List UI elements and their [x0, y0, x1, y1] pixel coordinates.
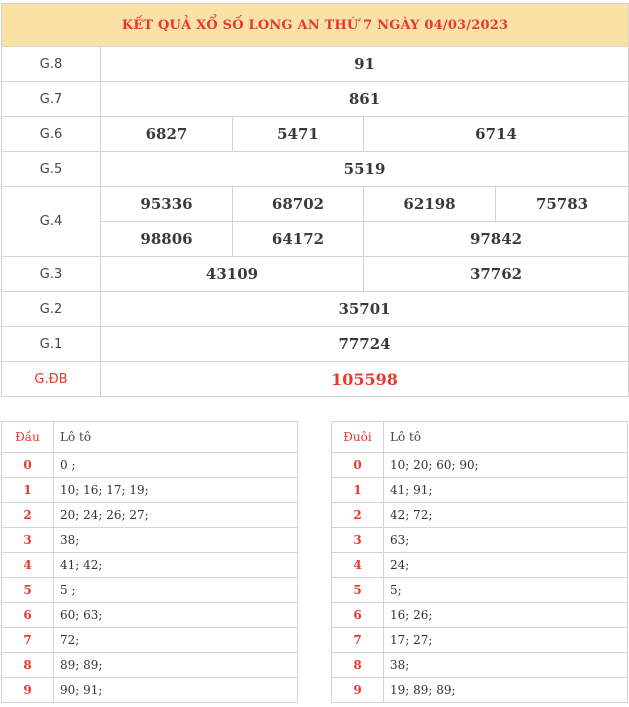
loto-numbers: 20; 24; 26; 27;	[54, 503, 298, 528]
loto-digit: 6	[332, 603, 384, 628]
prize-label: G.7	[2, 82, 101, 117]
loto-header-key: Đầu	[2, 422, 54, 453]
loto-row	[332, 553, 628, 578]
loto-digit: 1	[332, 478, 384, 503]
prize-number: 98806	[101, 222, 233, 257]
loto-row	[2, 678, 298, 703]
loto-numbers: 72;	[54, 628, 298, 653]
loto-header-value: Lô tô	[384, 422, 628, 453]
loto-row	[332, 628, 628, 653]
prize-row-g8	[2, 47, 629, 82]
prize-number: 6827	[101, 117, 233, 152]
loto-row	[2, 478, 298, 503]
loto-numbers: 5 ;	[54, 578, 298, 603]
loto-header-value: Lô tô	[54, 422, 298, 453]
prize-number: 861	[101, 82, 629, 117]
prize-number: 6714	[364, 117, 629, 152]
prize-row-g5	[2, 152, 629, 187]
loto-digit: 5	[2, 578, 54, 603]
prize-number: 77724	[101, 327, 629, 362]
prize-row-special	[2, 362, 629, 397]
loto-digit: 0	[332, 453, 384, 478]
loto-row	[332, 453, 628, 478]
loto-numbers: 63;	[384, 528, 628, 553]
loto-numbers: 10; 16; 17; 19;	[54, 478, 298, 503]
page-title: KẾT QUẢ XỔ SỐ LONG AN THỨ 7 NGÀY 04/03/2023	[2, 4, 629, 47]
prize-number: 5471	[233, 117, 364, 152]
prize-number: 95336	[101, 187, 233, 222]
loto-header-key: Đuôi	[332, 422, 384, 453]
prize-number: 68702	[233, 187, 364, 222]
loto-row	[332, 503, 628, 528]
loto-digit: 8	[332, 653, 384, 678]
prize-number: 43109	[101, 257, 364, 292]
prize-number: 5519	[101, 152, 629, 187]
loto-row	[332, 528, 628, 553]
loto-row	[332, 478, 628, 503]
special-prize-label: G.ĐB	[2, 362, 101, 397]
loto-digit: 8	[2, 653, 54, 678]
loto-row	[2, 528, 298, 553]
prize-row-g3	[2, 257, 629, 292]
loto-numbers: 60; 63;	[54, 603, 298, 628]
loto-digit: 4	[2, 553, 54, 578]
loto-row	[2, 553, 298, 578]
loto-numbers: 16; 26;	[384, 603, 628, 628]
duoi-loto-table	[331, 421, 628, 703]
loto-row	[2, 628, 298, 653]
loto-row	[2, 503, 298, 528]
loto-header-row	[332, 422, 628, 453]
prize-row-g2	[2, 292, 629, 327]
title-row	[2, 4, 629, 47]
prize-number: 64172	[233, 222, 364, 257]
loto-row	[2, 453, 298, 478]
prize-label: G.2	[2, 292, 101, 327]
loto-digit: 9	[332, 678, 384, 703]
prize-label: G.1	[2, 327, 101, 362]
special-prize-number: 105598	[101, 362, 629, 397]
loto-numbers: 10; 20; 60; 90;	[384, 453, 628, 478]
prize-label: G.4	[2, 187, 101, 257]
prize-label: G.6	[2, 117, 101, 152]
loto-digit: 7	[2, 628, 54, 653]
loto-digit: 3	[332, 528, 384, 553]
prize-number: 35701	[101, 292, 629, 327]
loto-row	[332, 678, 628, 703]
prize-number: 37762	[364, 257, 629, 292]
loto-numbers: 41; 42;	[54, 553, 298, 578]
loto-row	[332, 653, 628, 678]
loto-numbers: 19; 89; 89;	[384, 678, 628, 703]
results-table	[1, 3, 629, 397]
prize-label: G.3	[2, 257, 101, 292]
loto-row	[332, 578, 628, 603]
loto-numbers: 5;	[384, 578, 628, 603]
loto-header-row	[2, 422, 298, 453]
prize-number: 62198	[364, 187, 496, 222]
loto-numbers: 90; 91;	[54, 678, 298, 703]
loto-digit: 7	[332, 628, 384, 653]
prize-label: G.5	[2, 152, 101, 187]
loto-numbers: 38;	[384, 653, 628, 678]
prize-row-g7	[2, 82, 629, 117]
loto-digit: 2	[332, 503, 384, 528]
loto-digit: 0	[2, 453, 54, 478]
loto-digit: 3	[2, 528, 54, 553]
loto-digit: 4	[332, 553, 384, 578]
loto-digit: 5	[332, 578, 384, 603]
loto-row	[2, 578, 298, 603]
loto-numbers: 0 ;	[54, 453, 298, 478]
loto-digit: 2	[2, 503, 54, 528]
loto-digit: 1	[2, 478, 54, 503]
prize-number: 97842	[364, 222, 629, 257]
prize-row-g4	[2, 187, 629, 222]
loto-numbers: 89; 89;	[54, 653, 298, 678]
prize-row-g6	[2, 117, 629, 152]
loto-row	[2, 653, 298, 678]
loto-digit: 6	[2, 603, 54, 628]
loto-numbers: 41; 91;	[384, 478, 628, 503]
loto-row	[332, 603, 628, 628]
loto-numbers: 17; 27;	[384, 628, 628, 653]
loto-numbers: 38;	[54, 528, 298, 553]
loto-numbers: 24;	[384, 553, 628, 578]
prize-number: 75783	[496, 187, 629, 222]
prize-row-g1	[2, 327, 629, 362]
prize-label: G.8	[2, 47, 101, 82]
dau-loto-table	[1, 421, 298, 703]
loto-numbers: 42; 72;	[384, 503, 628, 528]
loto-digit: 9	[2, 678, 54, 703]
loto-row	[2, 603, 298, 628]
prize-number: 91	[101, 47, 629, 82]
